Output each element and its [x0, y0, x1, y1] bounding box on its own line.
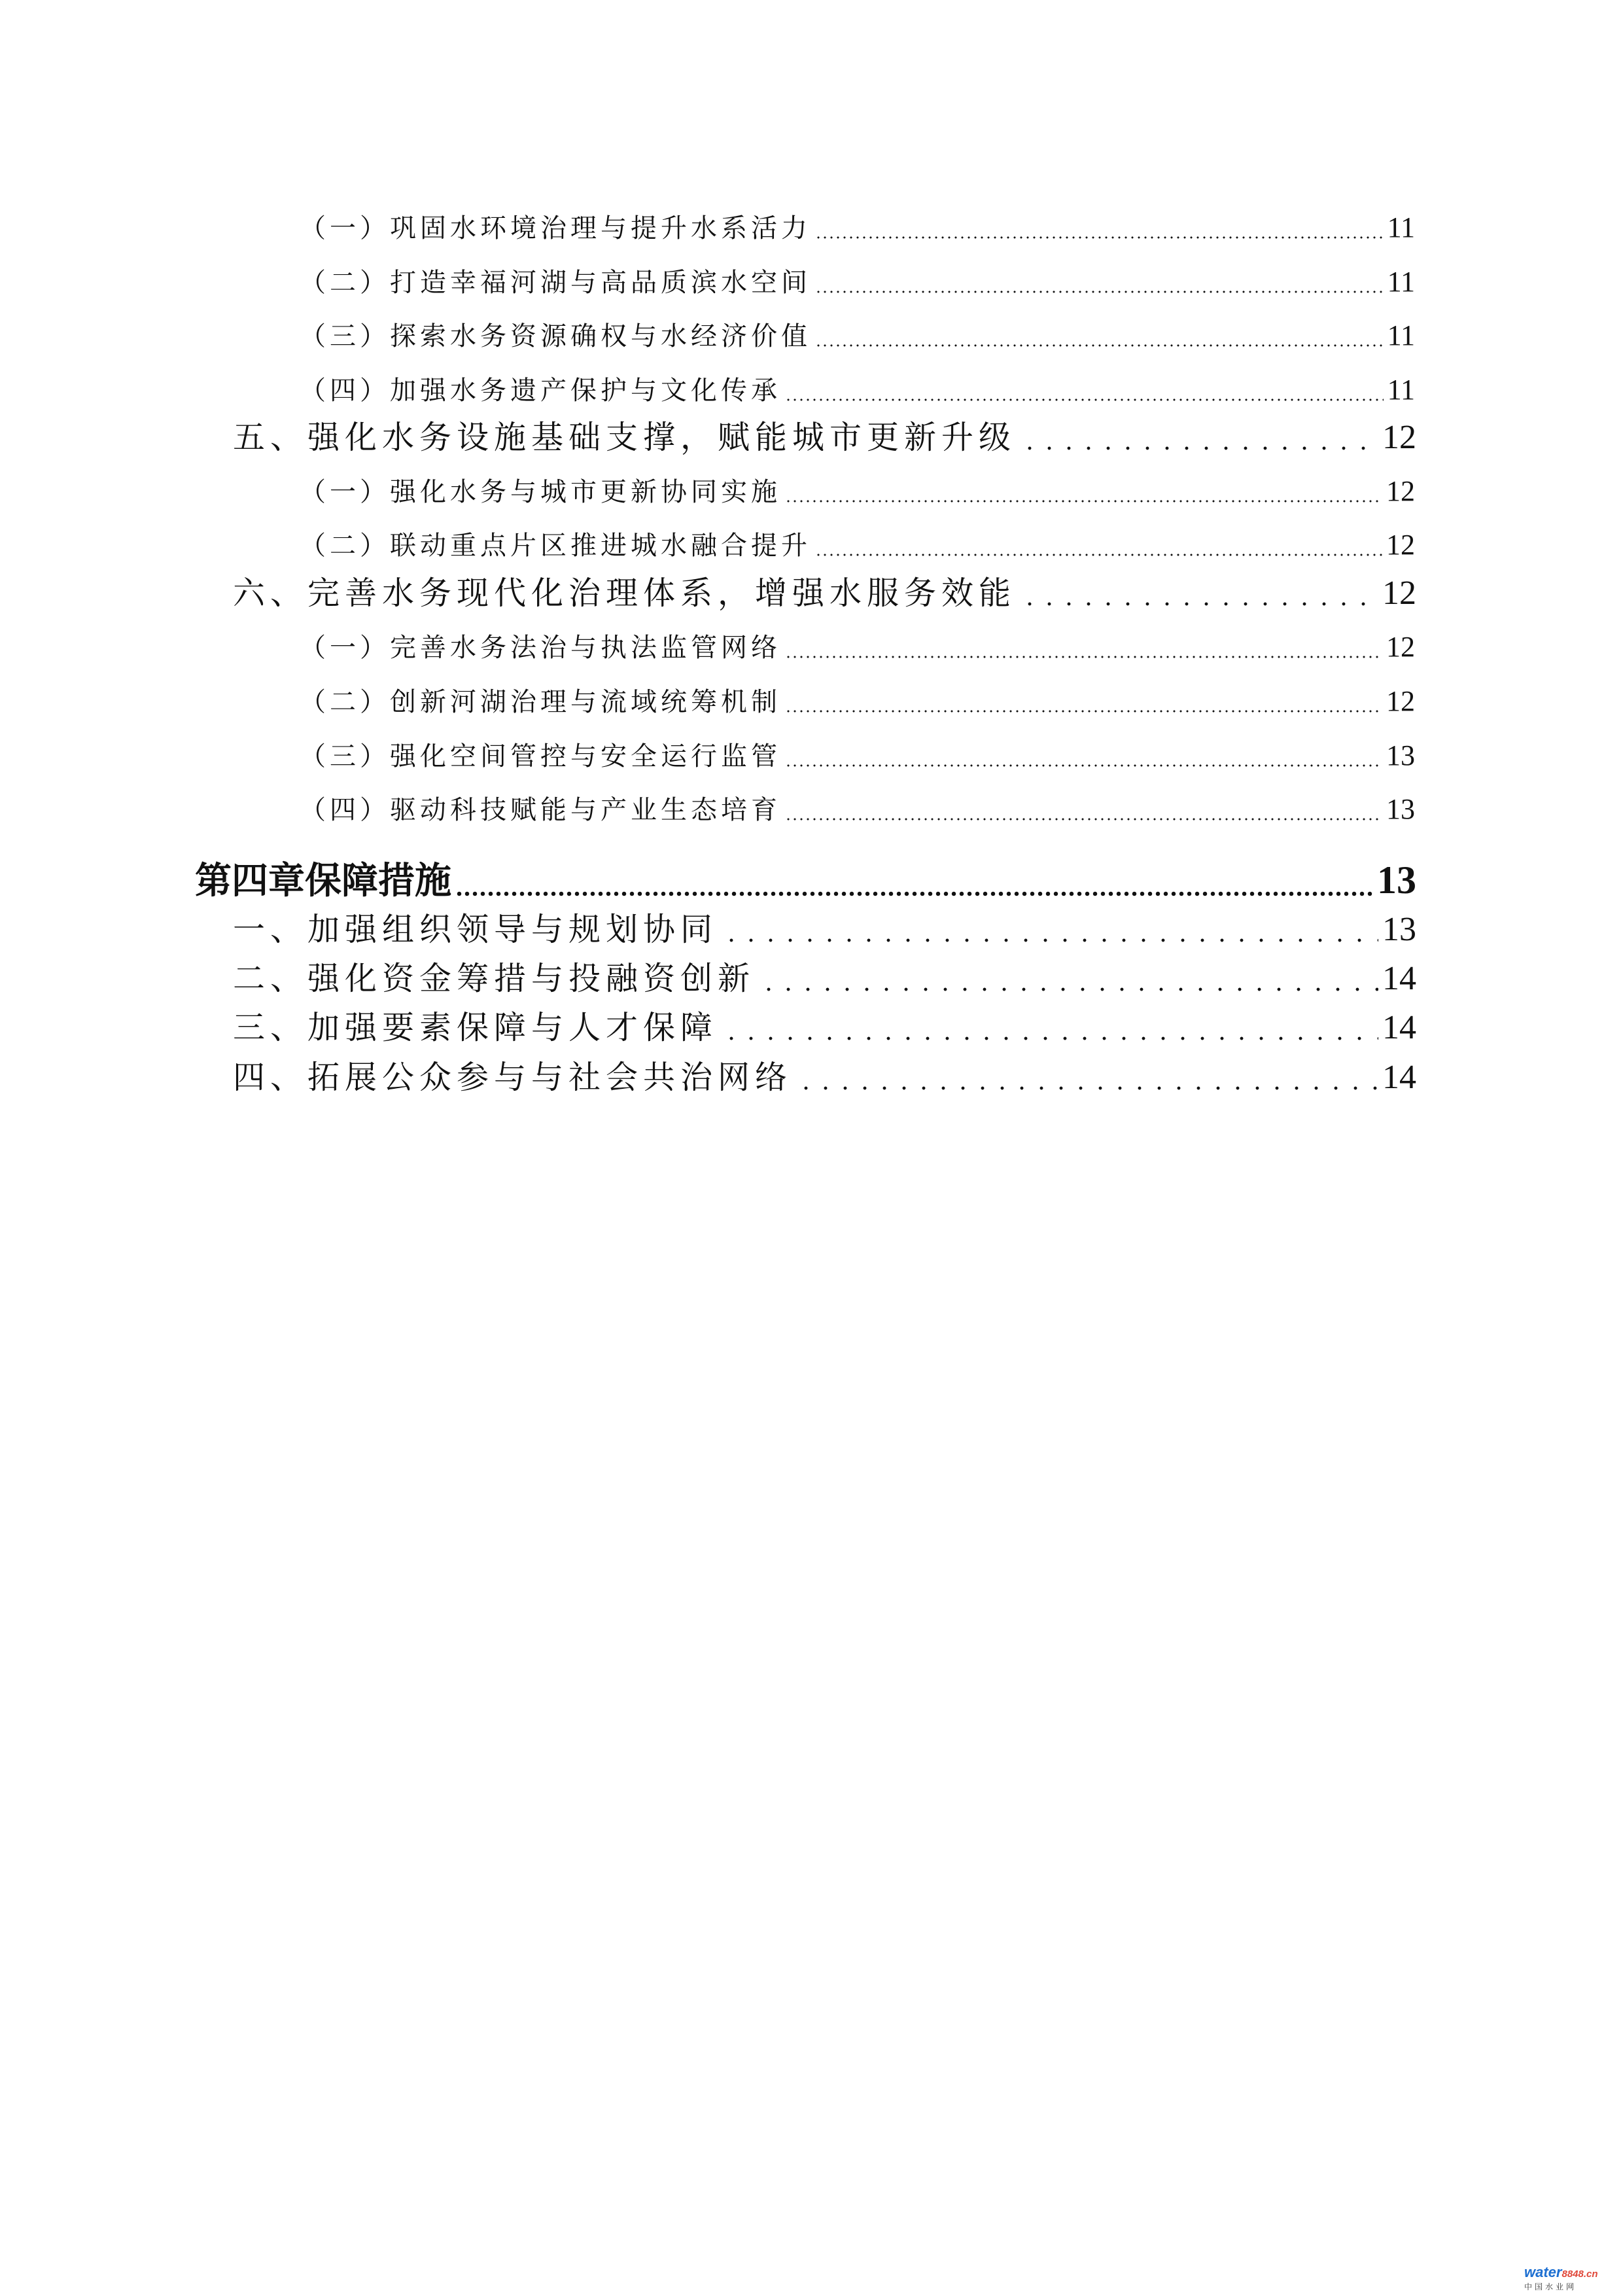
toc-entry[interactable] [233, 953, 1416, 1000]
dot-leader [1020, 446, 1378, 450]
toc-entry-page: 12 [1386, 529, 1415, 561]
dot-leader [455, 891, 1373, 896]
toc-entry-page: 13 [1377, 858, 1416, 902]
dot-leader [785, 710, 1382, 713]
toc-entry-label: 四、拓展公众参与与社会共治网络 [233, 1059, 793, 1096]
toc-entry-page: 13 [1386, 793, 1415, 825]
toc-entry-label: 三、加强要素保障与人才保障 [233, 1009, 718, 1046]
dot-leader [785, 500, 1382, 503]
toc-entry-page: 12 [1386, 685, 1415, 717]
toc-entry-label: （一）完善水务法治与执法监管网络 [300, 633, 781, 663]
toc-entry-label: （三）强化空间管控与安全运行监管 [300, 741, 781, 771]
toc-entry[interactable] [300, 262, 1415, 301]
watermark-subtitle: 中国水业网 [1524, 2282, 1577, 2291]
toc-entry-label: 第四章保障措施 [195, 859, 451, 902]
dot-leader [785, 656, 1382, 658]
toc-entry-page: 11 [1387, 374, 1415, 406]
toc-entry[interactable] [300, 789, 1415, 828]
toc-entry-label: （二）创新河湖治理与流域统筹机制 [300, 687, 781, 717]
toc-entry-page: 12 [1386, 631, 1415, 663]
toc-entry-page: 11 [1387, 319, 1415, 351]
watermark-brand: water8848.cn [1524, 2264, 1598, 2280]
toc-entry[interactable] [233, 904, 1416, 951]
toc-entry-page: 12 [1386, 475, 1415, 507]
toc-entry[interactable] [300, 525, 1415, 564]
toc-entry-label: 六、完善水务现代化治理体系，增强水服务效能 [233, 574, 1017, 612]
toc-entry[interactable] [300, 627, 1415, 666]
toc-entry-label: （一）巩固水环境治理与提升水系活力 [300, 213, 811, 243]
dot-leader [1020, 602, 1378, 606]
toc-entry-label: （二）打造幸福河湖与高品质滨水空间 [300, 268, 811, 298]
toc-entry-page: 12 [1382, 419, 1416, 456]
toc-entry-page: 14 [1382, 1059, 1416, 1096]
toc-entry-label: 五、强化水务设施基础支撑，赋能城市更新升级 [233, 419, 1017, 456]
dot-leader [722, 1036, 1378, 1040]
dot-leader [759, 987, 1378, 991]
dot-leader [785, 818, 1382, 821]
toc-entry-page: 14 [1382, 960, 1416, 997]
toc-entry[interactable] [300, 735, 1415, 775]
toc-entry[interactable] [300, 681, 1415, 720]
toc-entry[interactable] [300, 207, 1415, 247]
dot-leader [815, 291, 1384, 293]
dot-leader [785, 398, 1384, 401]
dot-leader [785, 764, 1382, 767]
dot-leader [815, 554, 1382, 556]
toc-entry-label: （三）探索水务资源确权与水经济价值 [300, 321, 811, 351]
toc-entry-page: 12 [1382, 574, 1416, 612]
toc-entry-label: （二）联动重点片区推进城水融合提升 [300, 531, 811, 561]
toc-entry-label: 一、加强组织领导与规划协同 [233, 911, 718, 948]
toc-entry[interactable] [233, 412, 1416, 459]
toc-entry[interactable] [300, 471, 1415, 510]
dot-leader [815, 344, 1384, 347]
toc-entry-label: （四）驱动科技赋能与产业生态培育 [300, 795, 781, 825]
toc-entry-label: 二、强化资金筹措与投融资创新 [233, 960, 756, 997]
watermark-logo [1524, 2265, 1603, 2294]
toc-entry-page: 14 [1382, 1009, 1416, 1046]
dot-leader [796, 1086, 1378, 1090]
toc-entry[interactable] [300, 370, 1415, 409]
toc-entry-label: （四）加强水务遗产保护与文化传承 [300, 376, 781, 406]
toc-entry-page: 13 [1386, 739, 1415, 771]
toc-entry-page: 11 [1387, 266, 1415, 298]
toc-entry-page: 13 [1382, 911, 1416, 948]
toc-entry-label: （一）强化水务与城市更新协同实施 [300, 477, 781, 507]
toc-entry[interactable] [233, 568, 1416, 615]
toc-entry[interactable] [300, 315, 1415, 355]
dot-leader [815, 236, 1384, 239]
toc-chapter-entry[interactable] [195, 852, 1416, 904]
toc-entry-page: 11 [1387, 211, 1415, 243]
toc-entry[interactable] [233, 1002, 1416, 1050]
toc-entry[interactable] [233, 1052, 1416, 1099]
dot-leader [722, 938, 1378, 942]
